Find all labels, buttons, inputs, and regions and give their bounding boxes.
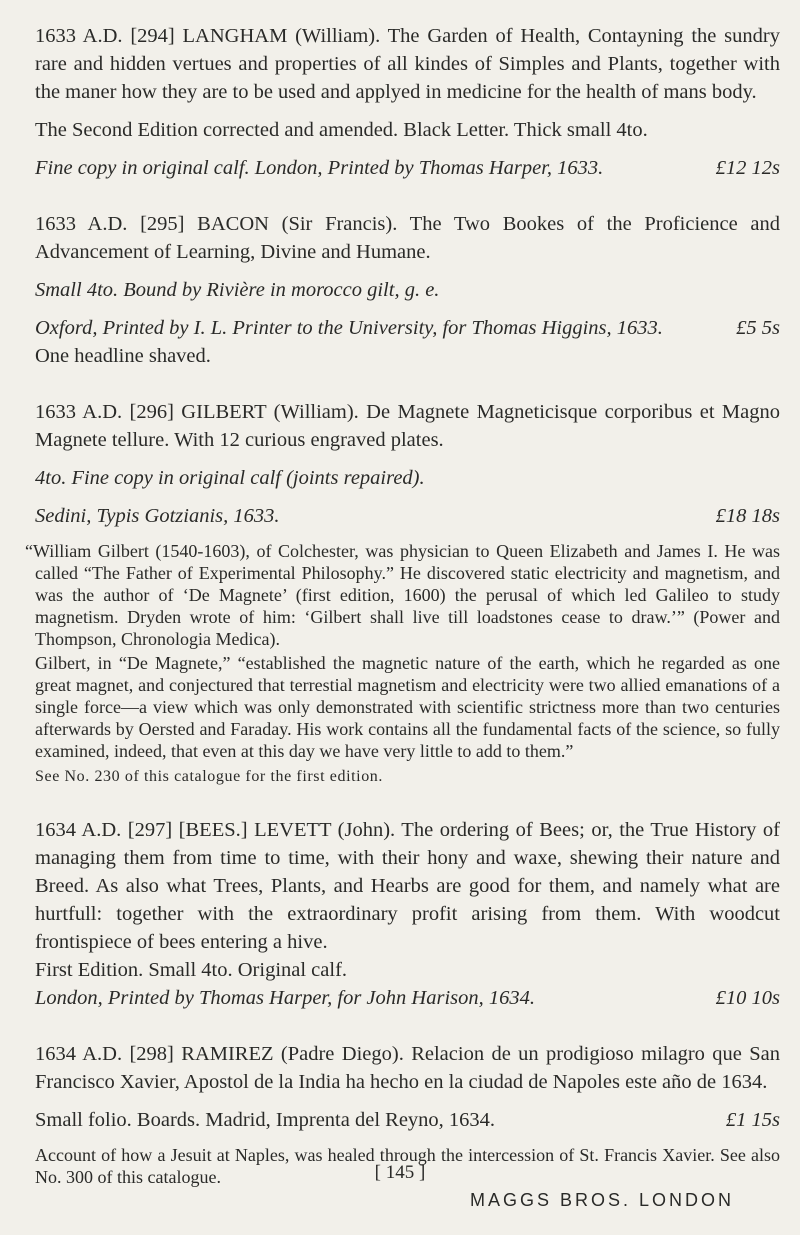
entry-edition: The Second Edition corrected and amended. Black Letter. Thick small 4to. xyxy=(35,119,648,141)
entry-price: £18 18s xyxy=(715,505,780,527)
entry-see-also: See No. 230 of this catalogue for the first edition. xyxy=(35,768,384,785)
entry-price: £1 15s xyxy=(725,1109,780,1131)
entry-format: Small 4to. Bound by Rivière in morocco gilt, g. e. xyxy=(35,279,440,301)
entry-note: “William Gilbert (1540-1603), of Colchester, was physician to Queen Elizabeth and James I. He was called “The Father of Experimental Philosophy.” He discovered static electricity and magnetism, and was the author of ‘De Magnete’ (first edition, 1600) the perusal of which led Galileo to study magnetism. Dryden wrote of him: ‘Gilbert shall live till loadstones cease to draw.’” (Power and Thompson, Chronologia Medica). xyxy=(25,541,780,649)
entry-295 xyxy=(35,210,780,370)
entry-imprint: £18 18s Sedini, Typis Gotzianis, 1633. xyxy=(35,502,780,530)
page-number: [ 145 ] xyxy=(374,1162,426,1183)
entry-imprint: £10 10s London, Printed by Thomas Harper, for John Harison, 1634. xyxy=(35,984,780,1012)
entry-note: Gilbert, in “De Magnete,” “established the magnetic nature of the earth, which he regarded as one great magnet, and conjectured that terrestial magnetism and electricity were two allied emanations of a single force—a view which was only demonstrated with scientific strictness more than two centuries afterwards by Oersted and Faraday. His work contains all the fundamental facts of the science, so fully examined, indeed, that even at this day we have very little to add to them.” xyxy=(35,653,780,761)
entry-price: £5 5s xyxy=(736,317,780,339)
entry-heading: 1633 A.D. [296] GILBERT (William). De Magnete Magneticisque corporibus et Magno Magnete tellure. With 12 curious engraved plates. xyxy=(35,401,780,451)
entry-294 xyxy=(35,22,780,182)
entry-note: Account of how a Jesuit at Naples, was healed through the intercession of St. Francis Xavier. See also No. 300 of this catalogue. xyxy=(35,1145,780,1187)
catalogue-page xyxy=(25,22,780,1216)
entry-imprint: £1 15s Small folio. Boards. Madrid, Imprenta del Reyno, 1634. xyxy=(35,1106,780,1134)
entry-price: £10 10s xyxy=(715,987,780,1009)
entry-297 xyxy=(35,816,780,1012)
entry-296 xyxy=(25,398,780,788)
entry-heading: 1634 A.D. [298] RAMIREZ (Padre Diego). Relacion de un prodigioso milagro que San Francisco Xavier, Apostol de la India ha hecho en la ciudad de Napoles este año de 1634. xyxy=(35,1043,780,1093)
entry-heading: 1633 A.D. [294] LANGHAM (William). The Garden of Health, Contayning the sundry rare and hidden vertues and properties of all kindes of Simples and Plants, together with the maner how they are to be used and applyed in medicine for the health of mans body. xyxy=(35,25,780,103)
entry-condition: One headline shaved. xyxy=(35,345,211,367)
entry-format: 4to. Fine copy in original calf (joints repaired). xyxy=(35,467,425,489)
entry-imprint: £5 5s Oxford, Printed by I. L. Printer to the University, for Thomas Higgins, 1633. xyxy=(35,314,780,342)
entry-imprint: £12 12s Fine copy in original calf. London, Printed by Thomas Harper, 1633. xyxy=(35,154,780,182)
entry-price: £12 12s xyxy=(715,157,780,179)
entry-heading: 1634 A.D. [297] [BEES.] LEVETT (John). The ordering of Bees; or, the True History of managing them from time to time, with their hony and waxe, shewing their nature and Breed. As also what Trees, Plants, and Hearbs are good for them, and namely what are hurtfull: together with the extraordinary profit arising from them. With woodcut frontispiece of bees entering a hive. xyxy=(35,819,780,953)
entry-edition: First Edition. Small 4to. Original calf. xyxy=(35,959,348,981)
entry-heading: 1633 A.D. [295] BACON (Sir Francis). The Two Bookes of the Proficience and Advancement of Learning, Divine and Humane. xyxy=(35,213,780,263)
publisher-footer: MAGGS BROS. LONDON xyxy=(470,1190,735,1210)
